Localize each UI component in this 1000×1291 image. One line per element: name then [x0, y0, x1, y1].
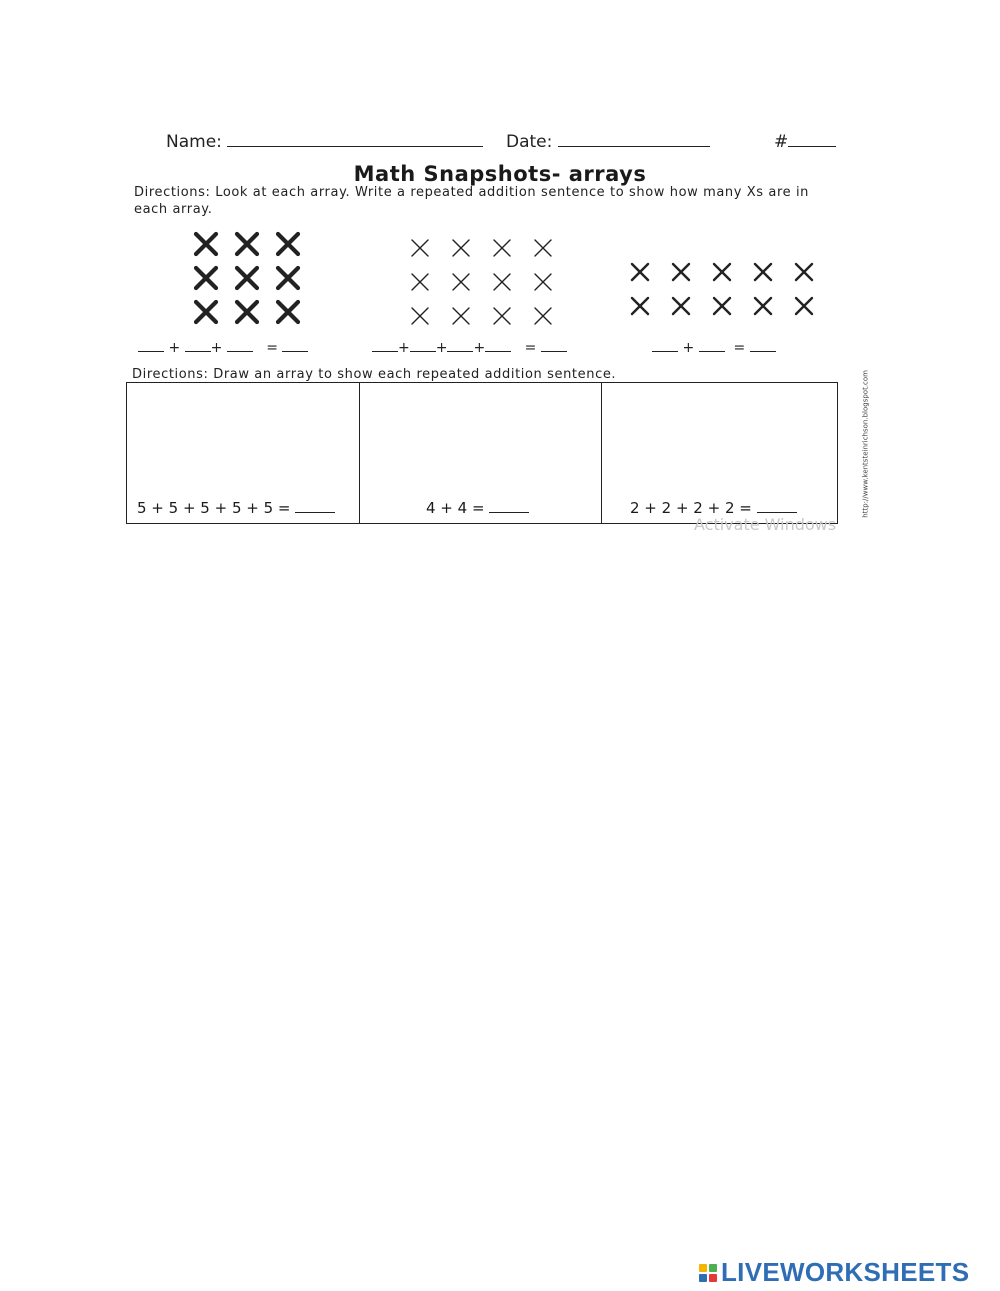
x-mark [673, 298, 689, 314]
x-mark [237, 302, 257, 322]
answer-blank[interactable] [282, 341, 308, 352]
worksheet-title: Math Snapshots- arrays [353, 162, 647, 186]
x-mark [278, 302, 298, 322]
blank[interactable] [699, 341, 725, 352]
x-mark [196, 234, 216, 254]
x-mark [237, 234, 257, 254]
part1-directions: Directions: Look at each array. Write a repeated addition sentence to show how many Xs are in each array. [134, 185, 810, 217]
answer-blank[interactable] [750, 341, 776, 352]
equation-2: + + + = [372, 340, 567, 356]
x-mark [632, 298, 648, 314]
x-mark [412, 274, 428, 290]
date-label: Date: [506, 132, 553, 152]
activation-watermark: Activate Windows [694, 515, 837, 534]
drawing-box-3[interactable] [602, 383, 837, 523]
date-line [558, 132, 710, 147]
x-array-3x4 [404, 232, 564, 332]
logo-square [699, 1264, 707, 1272]
logo-square [709, 1274, 717, 1282]
x-mark [196, 268, 216, 288]
equation-3: + = [652, 340, 776, 356]
answer-blank[interactable] [757, 502, 797, 513]
logo-square [699, 1274, 707, 1282]
x-mark [494, 240, 510, 256]
x-mark [196, 302, 216, 322]
liveworksheets-logo[interactable] [699, 1257, 969, 1288]
number-field [774, 132, 836, 152]
answer-blank[interactable] [295, 502, 335, 513]
x-mark [494, 308, 510, 324]
sentence-1: 5 + 5 + 5 + 5 + 5 = [137, 499, 335, 517]
number-label: # [774, 132, 789, 152]
x-mark [714, 264, 730, 280]
blank[interactable] [372, 341, 398, 352]
worksheet [120, 120, 880, 530]
number-line [788, 132, 836, 147]
name-line [227, 132, 483, 147]
blank[interactable] [485, 341, 511, 352]
part2-directions: Directions: Draw an array to show each repeated addition sentence. [132, 367, 617, 382]
x-mark [535, 240, 551, 256]
answer-blank[interactable] [489, 502, 529, 513]
x-mark [632, 264, 648, 280]
x-mark [673, 264, 689, 280]
x-mark [755, 264, 771, 280]
drawing-box-1[interactable] [127, 383, 360, 523]
x-mark [237, 268, 257, 288]
name-field [166, 132, 483, 152]
x-mark [714, 298, 730, 314]
x-mark [453, 274, 469, 290]
drawing-box-2[interactable] [360, 383, 602, 523]
logo-square [709, 1264, 717, 1272]
logo-text: LIVEWORKSHEETS [721, 1257, 970, 1287]
x-mark [796, 264, 812, 280]
logo-mark-icon [699, 1264, 717, 1282]
x-mark [453, 308, 469, 324]
blank[interactable] [652, 341, 678, 352]
x-mark [796, 298, 812, 314]
blank[interactable] [185, 341, 211, 352]
name-label: Name: [166, 132, 222, 152]
x-mark [278, 234, 298, 254]
sentence-2: 4 + 4 = [426, 499, 529, 517]
x-array-2x5 [624, 256, 824, 320]
x-mark [755, 298, 771, 314]
x-mark [278, 268, 298, 288]
source-url: http://www.kentsteinrichson.blogspot.com [862, 370, 870, 518]
blank[interactable] [410, 341, 436, 352]
x-mark [412, 308, 428, 324]
x-mark [494, 274, 510, 290]
x-array-3x3 [190, 228, 320, 328]
x-mark [412, 240, 428, 256]
x-mark [453, 240, 469, 256]
equation-1: + + = [138, 340, 308, 356]
blank[interactable] [447, 341, 473, 352]
date-field [506, 132, 710, 152]
answer-blank[interactable] [541, 341, 567, 352]
blank[interactable] [138, 341, 164, 352]
sentence-3: 2 + 2 + 2 + 2 = [630, 499, 797, 517]
blank[interactable] [227, 341, 253, 352]
x-mark [535, 308, 551, 324]
x-mark [535, 274, 551, 290]
drawing-boxes [126, 382, 838, 524]
